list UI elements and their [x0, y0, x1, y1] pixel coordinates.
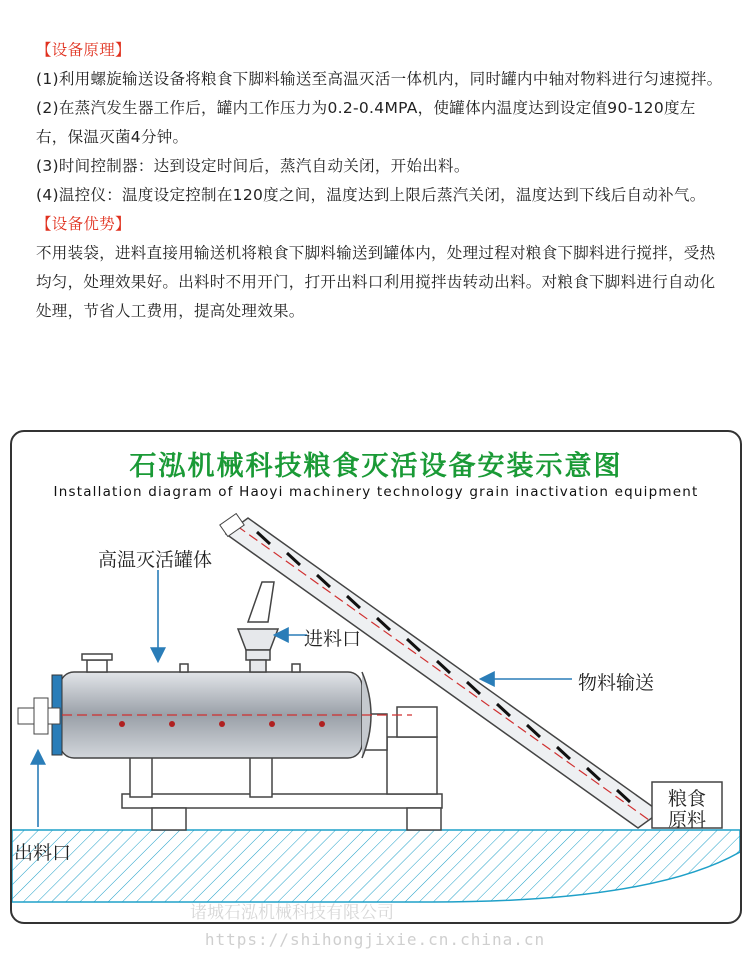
advantage-text: 不用装袋，进料直接用输送机将粮食下脚料输送到罐体内，处理过程对粮食下脚料进行搅拌，受热均匀，处理效果好。出料时不用开门，打开出料口利用搅拌齿转动出料。对粮食下脚料进行自动化处理，节省人工费用，提高处理效果。 [36, 244, 716, 320]
diagram-subtitle: Installation diagram of Haoyi machinery technology grain inactivation equipment [53, 484, 699, 500]
ground [12, 830, 740, 902]
motor [364, 707, 437, 794]
principle-item-4: (4)温控仪：温度设定控制在120度之间，温度达到上限后蒸汽关闭，温度达到下线后自动补气。 [36, 186, 706, 204]
grain-label-line1: 粮食 [668, 788, 707, 810]
company-watermark: 诸城石泓机械科技有限公司 [190, 903, 394, 923]
principle-item-2: (2)在蒸汽发生器工作后，罐内工作压力为0.2-0.4MPA，使罐体内温度达到设定值90-120度左右，保温灭菌4分钟。 [36, 99, 696, 146]
installation-diagram [10, 430, 742, 924]
tank-label: 高温灭活罐体 [98, 549, 213, 571]
conveying-label: 物料输送 [578, 672, 655, 694]
advantage-heading: 【设备优势】 [36, 215, 131, 233]
principle-heading: 【设备原理】 [36, 41, 131, 59]
principle-section [36, 36, 726, 326]
grain-label-line2: 原料 [668, 809, 707, 831]
inlet-label: 进料口 [304, 628, 362, 650]
principle-item-1: (1)利用螺旋输送设备将粮食下脚料输送至高温灭活一体机内，同时罐内中轴对物料进行匀速搅拌。 [36, 70, 723, 88]
site-url: https://shihongjixie.cn.china.cn [204, 930, 546, 949]
diagram-title: 石泓机械科技粮食灭活设备安装示意图 [129, 451, 623, 482]
outlet-label: 出料口 [14, 842, 72, 864]
tank-body [18, 672, 412, 758]
inlet-hopper [238, 582, 278, 672]
principle-item-3: (3)时间控制器：达到设定时间后，蒸汽自动关闭，开始出料。 [36, 157, 470, 175]
